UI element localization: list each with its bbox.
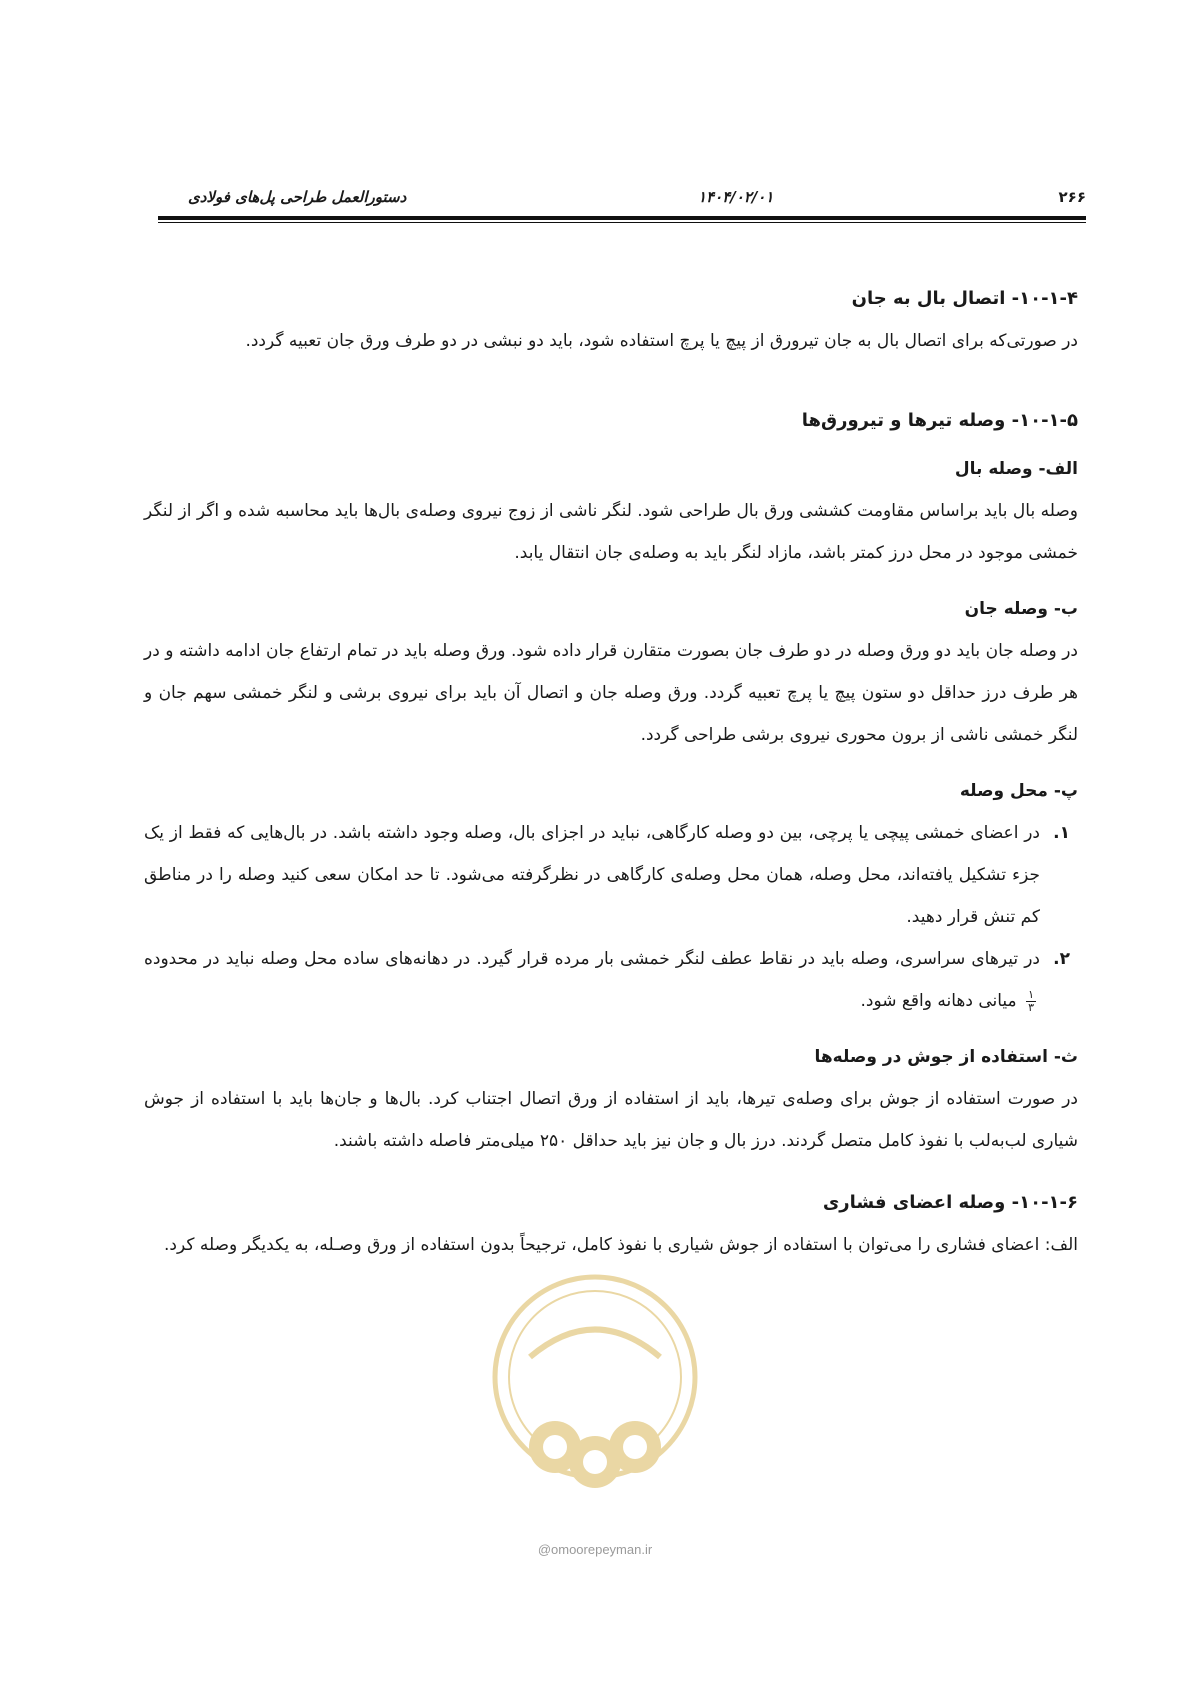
section-4-paragraph: در صورتی‌که برای اتصال بال به جان تیرورق از پیچ یا پرچ استفاده شود، باید دو نبشی در دو طرف ورق جان تعبیه گردد. [245, 331, 1078, 351]
subheading-pe: پ- محل وصله [959, 781, 1078, 801]
page-number: ۲۶۶ [1058, 188, 1086, 206]
section-heading-5: ۱۰-۱-۵- وصله تیرها و تیرورق‌ها [801, 410, 1078, 431]
section-heading-4: ۱۰-۱-۴- اتصال بال به جان [851, 288, 1078, 309]
list-item-text: در اعضای خمشی پیچی یا پرچی، بین دو وصله کارگاهی، نباید در اجزای بال، وصله وجود داشته باشد. در بال‌هایی که فقط از یک جزء تشکیل یافته‌اند، محل وصله، همان محل وصله‌ی کارگاهی در نظرگرفته می‌شود. تا حد امکان سعی کنید وصله را در مناطق کم تنش قرار دهید. [144, 823, 1040, 927]
paragraph-be: در وصله جان باید دو ورق وصله در دو طرف جان بصورت متقارن قرار داده شود. ورق وصله باید در تمام ارتفاع جان ادامه داشته و در هر طرف درز حداقل دو ستون پیچ یا پرچ تعبیه گردد. ورق وصله جان و اتصال آن باید برای نیروی برشی و لنگر خمشی سهم جان و لنگر خمشی ناشی از برون محوری نیروی برشی طراحی گردد. [144, 641, 1078, 745]
list-item-number: ۱. [1053, 823, 1070, 843]
page-content [144, 278, 1078, 1266]
list-item [144, 812, 1070, 938]
paragraph-se: در صورت استفاده از جوش برای وصله‌ی تیرها، باید از استفاده از ورق اتصال اجتناب کرد. بال‌ها و جان‌ها باید با استفاده از جوش شیاری لب‌به‌لب با نفوذ کامل متصل گردند. درز بال و جان نیز باید حداقل ۲۵۰ میلی‌متر فاصله داشته باشند. [144, 1089, 1078, 1151]
list-item-text-end: میانی دهانه واقع شود. [860, 991, 1017, 1011]
header-date: ۱۴۰۴/۰۲/۰۱ [698, 188, 774, 206]
header-title: دستورالعمل طراحی پل‌های فولادی [188, 188, 407, 206]
page-header [158, 186, 1086, 210]
subheading-se: ث- استفاده از جوش در وصله‌ها [814, 1047, 1078, 1067]
fraction-one-third [1026, 989, 1036, 1014]
watermark-site: @omoorepeyman.ir [537, 1542, 653, 1557]
section-heading-6: ۱۰-۱-۶- وصله اعضای فشاری [822, 1192, 1078, 1213]
splice-location-list [144, 812, 1078, 1022]
fraction-denominator: ۳ [1028, 1000, 1034, 1014]
list-item [144, 938, 1070, 1022]
header-rule-thin [158, 222, 1086, 223]
list-item-text: در تیرهای سراسری، وصله باید در نقاط عطف لنگر خمشی بار مرده قرار گیرد. در دهانه‌های ساده محل وصله نباید در محدوده [144, 949, 1040, 969]
paragraph-alef: وصله بال باید براساس مقاومت کششی ورق بال طراحی شود. لنگر ناشی از زوج نیروی وصله‌ی بال‌ها باید محاسبه شده و اگر از لنگر خمشی موجود در محل درز کمتر باشد، مازاد لنگر باید به وصله‌ی جان انتقال یابد. [144, 501, 1078, 563]
list-item-number: ۲. [1053, 949, 1070, 969]
fraction-numerator: ۱ [1028, 987, 1034, 1001]
watermark-seal-icon [470, 1262, 720, 1512]
header-rule-thick [158, 216, 1086, 220]
section-6-paragraph: الف: اعضای فشاری را می‌توان با استفاده از جوش شیاری با نفوذ کامل، ترجیحاً بدون استفاده از ورق وصـله، به یکدیگر وصله کرد. [164, 1235, 1078, 1255]
subheading-be: ب- وصله جان [964, 599, 1078, 619]
subheading-alef: الف- وصله بال [954, 459, 1078, 479]
